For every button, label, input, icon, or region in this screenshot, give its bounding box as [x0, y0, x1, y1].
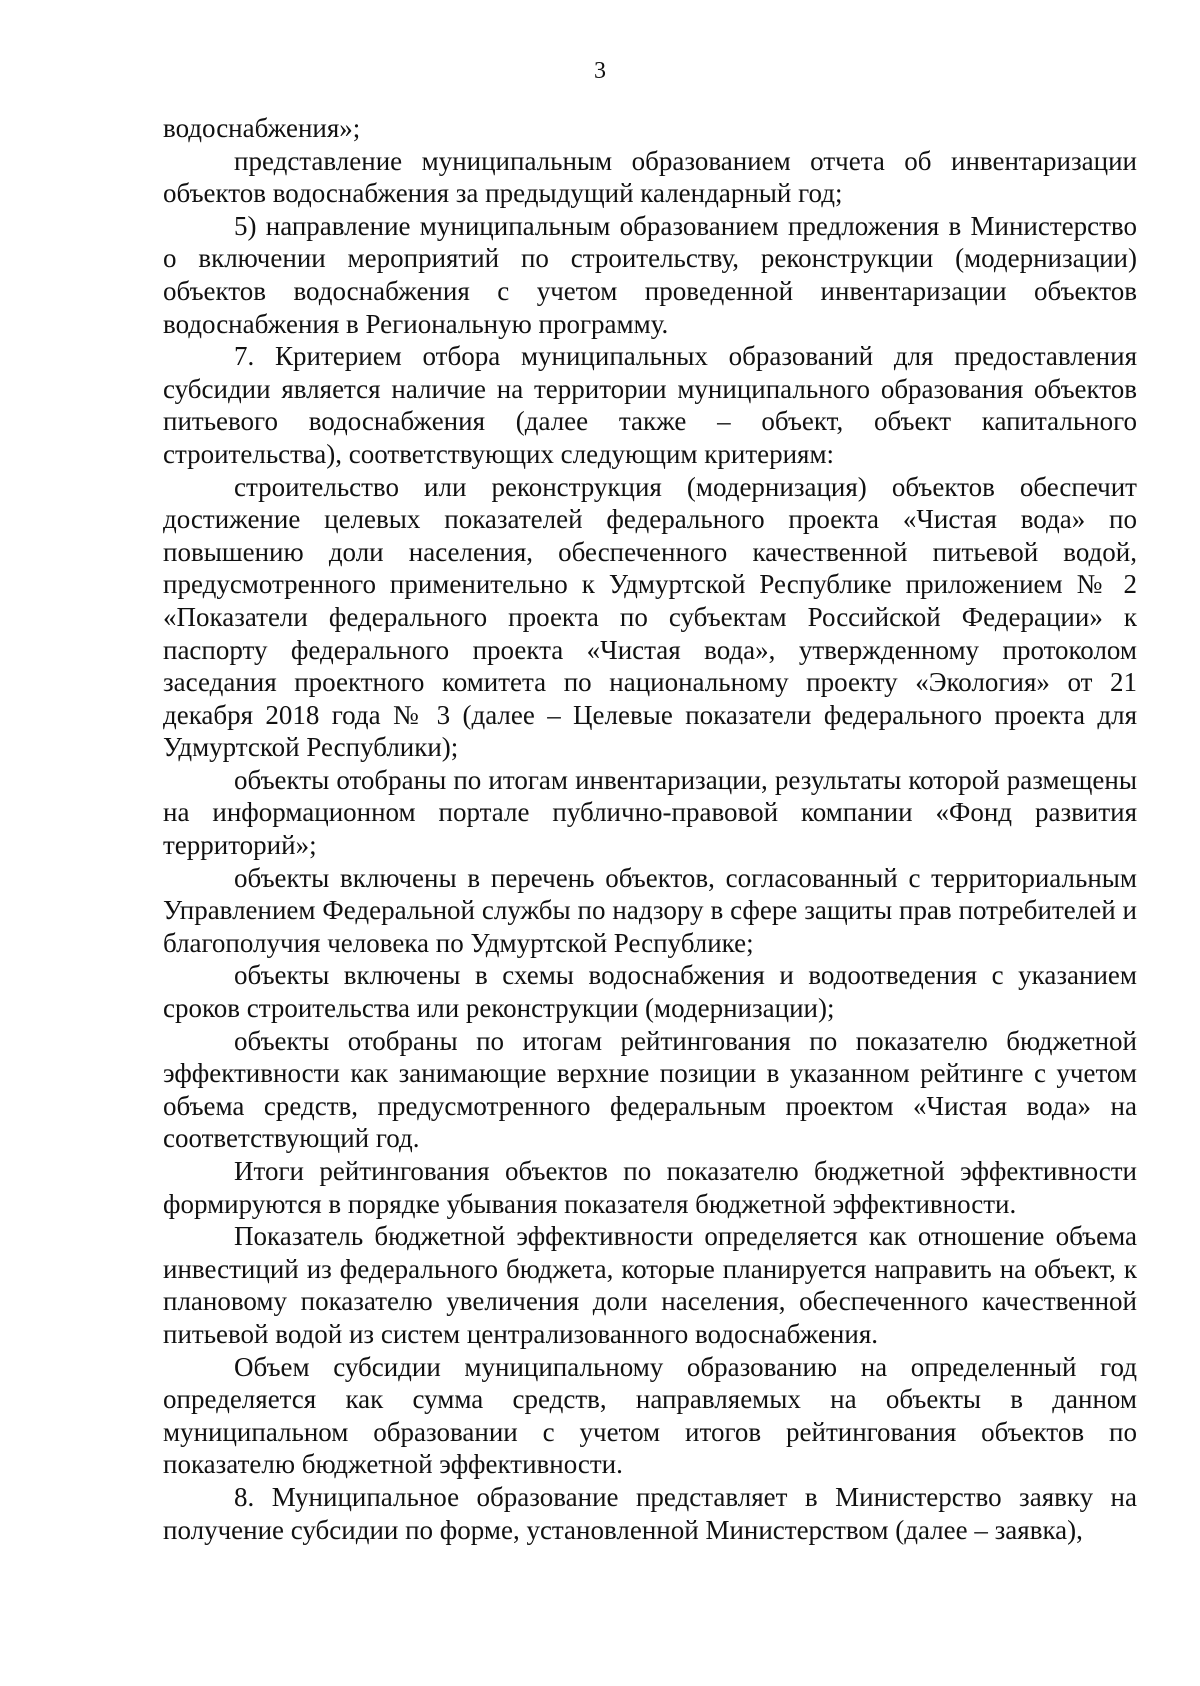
paragraph-item-5: 5) направление муниципальным образованием предложения в Министерство о включении мероприятий по строительству, реконструкции (модернизации) объектов водоснабжения с учетом проведенной инвентаризации объектов водоснабжения в Региональную программу. — [163, 210, 1137, 339]
paragraph-criterion-schemes: объекты включены в схемы водоснабжения и водоотведения с указанием сроков строительства или реконструкции (модернизации); — [163, 960, 1137, 1024]
paragraph-efficiency-indicator: Показатель бюджетной эффективности определяется как отношение объема инвестиций из федерального бюджета, которые планируется направить на объект, к плановому показателю увеличения доли населения, обеспеченного качественной питьевой водой из систем централизованного водоснабжения. — [163, 1221, 1137, 1349]
paragraph-inventory-report: представление муниципальным образованием отчета об инвентаризации объектов водоснабжения за предыдущий календарный год; — [163, 145, 1137, 209]
paragraph-continuation: водоснабжения»; — [163, 113, 361, 143]
paragraph-criterion-rating: объекты отобраны по итогам рейтингования по показателю бюджетной эффективности как занимающие верхние позиции в указанном рейтинге с учетом объема средств, предусмотренного федеральным проектом «Чистая вода» на соответствующий год. — [163, 1025, 1137, 1154]
paragraph-criterion-targets: строительство или реконструкция (модернизация) объектов обеспечит достижение целевых показателей федерального проекта «Чистая вода» по повышению доли населения, обеспеченного качественной питьевой водой, предусмотренного применительно к Удмуртской Республике приложением № 2 «Показатели федерального проекта по субъектам Российской Федерации» к паспорту федерального проекта «Чистая вода», утвержденному протоколом заседания проектного комитета по национальному проекту «Экология» от 21 декабря 2018 года № 3 (далее – Целевые показатели федерального проекта для Удмуртской Республики); — [163, 471, 1137, 763]
paragraph-subsidy-volume: Объем субсидии муниципальному образованию на определенный год определяется как сумма средств, направляемых на объекты в данном муниципальном образовании с учетом итогов рейтингования объектов по показателю бюджетной эффективности. — [163, 1351, 1137, 1480]
paragraph-criterion-agreed-list: объекты включены в перечень объектов, согласованный с территориальным Управлением Федеральной службы по надзору в сфере защиты прав потребителей и благополучия человека по Удмуртской Республике; — [163, 862, 1137, 958]
paragraph-rating-results: Итоги рейтингования объектов по показателю бюджетной эффективности формируются в порядке убывания показателя бюджетной эффективности. — [163, 1156, 1137, 1219]
paragraph-item-7: 7. Критерием отбора муниципальных образований для предоставления субсидии является наличие на территории муниципального образования объектов питьевого водоснабжения (далее также – объект, объект капитального строительства), соответствующих следующим критериям: — [163, 341, 1137, 469]
paragraph-criterion-inventory: объекты отобраны по итогам инвентаризации, результаты которой размещены на информационном портале публично-правовой компании «Фонд развития территорий»; — [163, 764, 1137, 861]
document-body — [163, 112, 1137, 1546]
paragraph-item-8: 8. Муниципальное образование представляет в Министерство заявку на получение субсидии по форме, установленной Министерством (далее – заявка), — [163, 1481, 1137, 1545]
page-number: 3 — [594, 58, 606, 84]
